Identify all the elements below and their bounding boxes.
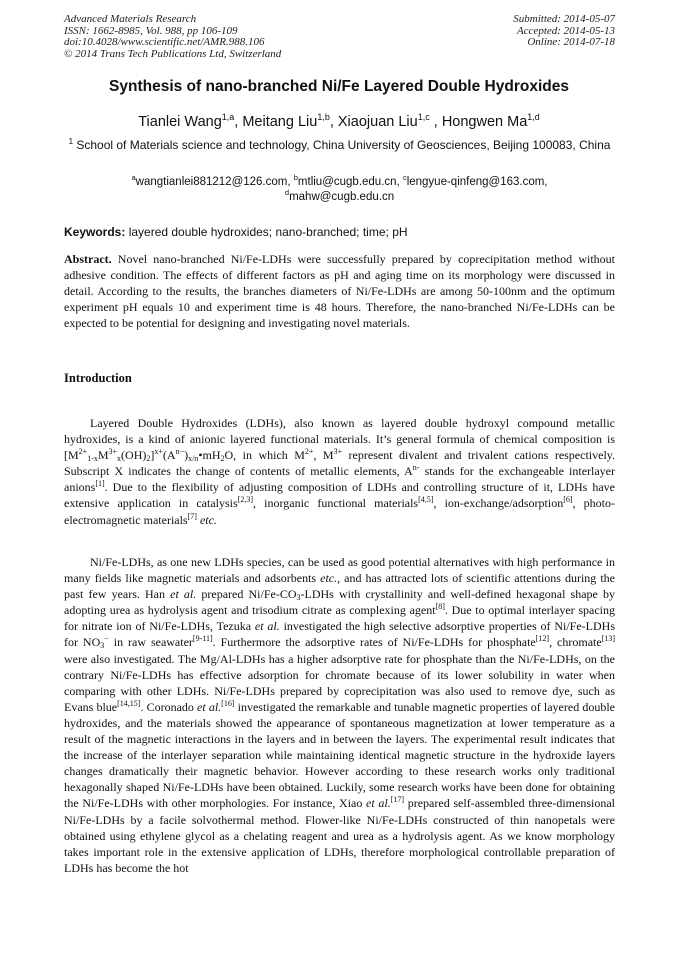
author-name: Meitang Liu: [242, 114, 318, 130]
body-text-run: 2+: [304, 447, 314, 457]
body-text-run: . Due to optimal interlayer spacing for nitrate ion of Ni/Fe-LDHs, Tezuka: [64, 603, 615, 634]
citation[interactable]: [14,15]: [117, 698, 141, 708]
author-list: [0, 114, 678, 130]
body-text-run: , M: [313, 448, 334, 463]
body-text-run: 2: [146, 454, 151, 464]
author-sup: 1,d: [527, 112, 540, 122]
keywords-text: layered double hydroxides; nano-branched; time; pH: [125, 225, 408, 239]
body-text-run: O, in which M: [224, 448, 305, 463]
author-sep: ,: [429, 114, 442, 130]
email-sup-d: d: [284, 188, 290, 197]
citation[interactable]: [17]: [390, 795, 405, 805]
keywords-label: Keywords:: [64, 225, 126, 239]
body-text-run: 3: [100, 641, 105, 651]
body-text-run: prepared Ni/Fe-CO: [196, 587, 297, 602]
citation[interactable]: [2,3]: [237, 495, 253, 505]
body-text-run: represent divalent and trivalent cations respectively. Subscript X indicates the change of contents of metallic elements, A: [64, 448, 616, 479]
dates-info: [513, 14, 615, 49]
email-sup-c: c: [402, 173, 407, 182]
email-c[interactable]: lengyue-qinfeng@163.com,: [406, 176, 548, 188]
body-text-run: , and has attracted lots of scientific attentions during the past few years. Han: [64, 571, 615, 602]
body-text-run: were also investigated. The Mg/Al-LDHs has a higher adsorptive rate for phosphate than the Ni/Fe-LDHs, on the contrary Ni/Fe-LDHs has effective adsorption for chromate because of its lower solubility in water when comparing with other LDHs. Ni/Fe-LDHs prepared by coprecipitation was also used to remove dye, such as Evans blue: [64, 651, 615, 714]
author-sup: 1,c: [417, 112, 430, 122]
email-d[interactable]: mahw@cugb.edu.cn: [289, 191, 395, 203]
body-text-run: etc.: [199, 512, 217, 527]
body-text-run: . Coronado: [140, 699, 198, 714]
paper-title: Synthesis of nano-branched Ni/Fe Layered Double Hydroxides: [109, 78, 569, 95]
doi-line[interactable]: doi:10.4028/www.scientific.net/AMR.988.106: [64, 36, 265, 48]
citation[interactable]: [12]: [535, 634, 550, 644]
body-text-run: M: [97, 448, 109, 463]
citation[interactable]: [8]: [435, 602, 445, 612]
body-text-run: etc.: [320, 571, 338, 586]
body-text-run: , chromate: [549, 635, 602, 650]
body-text-run: investigated the high selective adsorptive properties of Ni/Fe-LDHs for NO: [64, 619, 616, 650]
citation[interactable]: [4,5]: [418, 495, 434, 505]
author-name: Tianlei Wang: [138, 114, 222, 130]
author-name: Xiaojuan Liu: [337, 114, 418, 130]
email-a[interactable]: wangtianlei881212@126.com,: [135, 176, 291, 188]
body-text-run: stands for the exchangeable interlayer anions: [64, 464, 615, 495]
body-text-run: 2+: [78, 447, 88, 457]
intro-paragraph-1: [64, 415, 615, 528]
body-text-run: (A: [162, 448, 176, 463]
citation[interactable]: [9-11]: [192, 634, 213, 644]
body-text-run: -LDHs with crystallinity and well-defined hexagonal shape by adopting urea as hydrolysis agent and trisodium citrate as complexing agent: [64, 587, 615, 618]
body-text-run: (OH): [121, 448, 147, 463]
abstract-text: Novel nano-branched Ni/Fe-LDHs were successfully prepared by coprecipitation method without adhesive condition. The effects of different factors as pH and aging time on its morphology were discussed in detail. According to the results, the branches diameters of Ni/Fe-LDHs are among 50-100nm and the optimum experiment pH equals 10 and experiment time is 48 hours. Therefore, the nano-branched Ni/Fe-LDHs can be expected to be potential for designing and investigating novel materials.: [64, 252, 615, 331]
email-sup-a: a: [131, 173, 136, 182]
email-list: [64, 175, 615, 205]
body-text-run: et al.: [170, 587, 197, 602]
affiliation-sup: 1: [68, 137, 74, 146]
body-text-run: . Furthermore the adsorptive rates of Ni/Fe-LDHs for phosphate: [212, 635, 536, 650]
email-b[interactable]: mtliu@cugb.edu.cn,: [297, 176, 400, 188]
copyright-line: © 2014 Trans Tech Publications Ltd, Switzerland: [64, 47, 282, 60]
body-text-run: , inorganic functional materials: [253, 496, 419, 511]
body-text-run: , ion-exchange/adsorption: [433, 496, 564, 511]
body-text-run: prepared self-assembled three-dimensional Ni/Fe-LDHs by a facile solvothermal method. Flower-like Ni/Fe-LDHs constructed of thin nanopetals were obtained using ethylene glycol as a chelating reagent and urea as a hydrolysis agent. As we know morphology takes important role in the extensive application of LDHs, therefore morphological controllable preparation of LDHs has become the hot: [64, 796, 615, 875]
body-text-run: ): [184, 448, 189, 463]
citation[interactable]: [16]: [221, 698, 235, 708]
body-text-run: , photo-electromagnetic materials: [64, 496, 615, 527]
journal-info: [64, 14, 281, 60]
accepted-date: Accepted: 2014-05-13: [516, 24, 615, 37]
abstract-label: Abstract.: [64, 252, 112, 266]
citation[interactable]: [6]: [563, 495, 573, 505]
email-sup-b: b: [293, 173, 298, 182]
citation[interactable]: [13]: [601, 634, 616, 644]
body-text-run: 3+: [108, 447, 118, 457]
issn-line: ISSN: 1662-8985, Vol. 988, pp 106-109: [64, 24, 238, 37]
body-text-run: n-: [412, 463, 420, 473]
citation[interactable]: [1]: [95, 479, 105, 489]
online-date: Online: 2014-07-18: [527, 36, 615, 48]
author-sep: ,: [234, 114, 243, 130]
body-text-run: ]: [150, 448, 155, 463]
intro-paragraph-2: [64, 554, 615, 876]
body-text-run: in raw seawater: [108, 635, 193, 650]
body-text-run: x/n: [188, 454, 199, 464]
body-text-run: Layered Double Hydroxides (LDHs), also known as layered double hydroxyl compound metallic hydroxides, is a kind of anionic layered functional materials. It’s general formula of chemical composition is [M: [64, 416, 615, 463]
citation[interactable]: [7]: [187, 511, 197, 521]
abstract: [64, 251, 615, 331]
body-text-run: −: [104, 634, 109, 644]
author-sup: 1,b: [317, 112, 330, 122]
body-text-run: x+: [154, 447, 163, 457]
author-sup: 1,a: [221, 112, 235, 122]
body-text-run: . Due to the flexibility of adjusting composition of LDHs and controlling structure of it, LDHs have extensive application in catalysis: [64, 480, 615, 511]
author-name: Hongwen Ma: [441, 114, 528, 130]
body-text-run: 1-x: [87, 454, 98, 464]
section-heading-introduction: Introduction: [64, 371, 132, 385]
body-text-run: Ni/Fe-LDHs, as one new LDHs species, can be used as good potential alternatives with high performance in many fields like magnetic materials and adsorbents: [64, 555, 615, 586]
author-sep: ,: [329, 114, 338, 130]
keywords: [64, 225, 615, 239]
body-text-run: investigated the remarkable and tunable magnetic properties of layered double hydroxides, and the materials showed the appearance of spontaneous magnetization at lower temperature as a result of the magnetic interactions in the layers and in between the layers. The experimental result indicates that the increase of the interlayer separation while maintaining identical magnetic structure in the hydroxide layers changes dramatically their magnetic behavior. However according to these research works only traditional hexagonally shaped Ni/Fe-LDHs have been obtained. Luckily, some research works have been done for obtaining the Ni/Fe-LDHs with other morphologies. For instance, Xiao: [64, 699, 615, 811]
body-text-run: et al.: [254, 619, 280, 634]
body-text-run: x: [117, 454, 122, 464]
body-text-run: 3+: [333, 447, 343, 457]
submitted-date: Submitted: 2014-05-07: [513, 13, 615, 25]
body-text-run: n−: [175, 447, 185, 457]
body-text-run: et al.: [197, 699, 222, 714]
body-text-run: 3: [296, 593, 301, 603]
body-text-run: et al.: [366, 796, 391, 811]
affiliation: [64, 138, 615, 153]
body-text-run: 2: [220, 454, 225, 464]
body-text-run: •mH: [198, 448, 221, 463]
affiliation-text: School of Materials science and technology, China University of Geosciences, Beijing 100083, China: [73, 138, 611, 152]
journal-name: Advanced Materials Research: [64, 13, 197, 25]
